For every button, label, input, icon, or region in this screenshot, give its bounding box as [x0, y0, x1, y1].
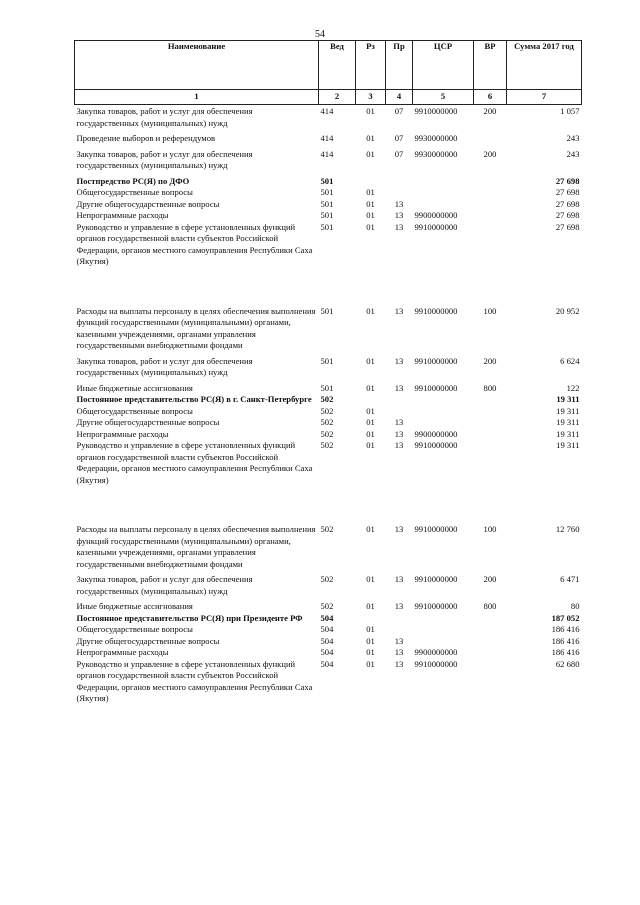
cell-name: Расходы на выплаты персоналу в целях обеспечения выполнения функций государственными (муниципальными) органами, казенными учреждениями, органами управления государственными внебюджетными фондами	[76, 305, 316, 350]
cell-vr	[474, 440, 507, 524]
cell-sum: 27 698	[555, 187, 580, 197]
cell-name: Постпредство РС(Я) по ДФО	[76, 175, 190, 186]
cell-sum: 6 471	[560, 574, 580, 584]
cell-ved: 501	[320, 175, 334, 186]
cell-sum: 12 760	[555, 524, 580, 534]
cell-name: Руководство и управление в сфере установленных функций органов государственной власти субъектов Российской Федерации, органов местного самоуправления Республики Саха (Якутия)	[76, 440, 313, 485]
cell-csr: 9910000000	[414, 524, 458, 534]
cell-rz: 01	[366, 658, 375, 669]
cell-csr	[413, 636, 474, 648]
cell-vr	[474, 647, 507, 659]
cell-ved: 501	[320, 305, 334, 316]
cell-csr: 9900000000	[414, 210, 458, 220]
cell-sum: 6 624	[560, 355, 580, 366]
cell-ved: 502	[320, 417, 334, 427]
table-row	[75, 406, 582, 418]
cell-csr: 9930000000	[414, 148, 458, 159]
cell-pr: 13	[394, 198, 404, 209]
cell-ved: 504	[320, 624, 334, 634]
cell-ved: 502	[320, 440, 334, 450]
table-row	[75, 105, 582, 134]
cell-rz: 01	[366, 428, 375, 439]
cell-sum: 27 698	[555, 198, 580, 209]
cell-sum: 187 052	[551, 612, 580, 623]
cell-rz: 01	[366, 133, 375, 143]
cell-rz	[356, 613, 386, 625]
cell-name: Руководство и управление в сфере установленных функций органов государственной власти субъектов Российской Федерации, органов местного самоуправления Республики Саха (Якутия)	[76, 658, 313, 703]
cell-ved: 501	[320, 210, 334, 220]
cell-sum: 27 698	[555, 175, 580, 186]
cell-rz: 01	[366, 355, 375, 366]
table-body	[75, 105, 582, 705]
cell-name: Закупка товаров, работ и услуг для обеспечения государственных (муниципальных) нужд	[76, 148, 253, 170]
cell-name: Другие общегосударственные вопросы	[76, 198, 220, 209]
col-number: 2	[319, 90, 356, 105]
cell-pr: 13	[394, 647, 404, 657]
cell-ved: 504	[320, 612, 334, 623]
cell-pr	[386, 394, 413, 406]
cell-vr	[474, 222, 507, 306]
table-row	[75, 440, 582, 524]
cell-pr	[386, 406, 413, 418]
cell-pr: 07	[394, 133, 404, 143]
cell-vr	[474, 394, 507, 406]
cell-csr	[413, 394, 474, 406]
table-row	[75, 394, 582, 406]
cell-csr	[413, 624, 474, 636]
cell-ved: 502	[320, 428, 334, 439]
cell-vr: 800	[483, 601, 497, 611]
table-row	[75, 187, 582, 199]
cell-sum: 19 311	[556, 440, 580, 450]
cell-rz: 01	[366, 221, 375, 232]
table-row	[75, 659, 582, 705]
cell-vr	[474, 417, 507, 429]
cell-pr	[386, 624, 413, 636]
cell-sum: 1 057	[560, 106, 580, 116]
cell-ved: 501	[320, 382, 334, 393]
cell-vr	[474, 659, 507, 705]
cell-name: Непрограммные расходы	[76, 428, 169, 439]
cell-csr: 9910000000	[414, 305, 458, 316]
cell-pr	[386, 187, 413, 199]
table-row	[75, 636, 582, 648]
col-number: 6	[474, 90, 507, 105]
cell-name: Иные бюджетные ассигнования	[76, 382, 193, 393]
cell-ved: 502	[320, 405, 334, 416]
cell-name: Закупка товаров, работ и услуг для обеспечения государственных (муниципальных) нужд	[76, 574, 253, 596]
cell-name: Постоянное представительство РС(Я) в г. Санкт-Петербурге	[76, 394, 312, 404]
cell-rz: 01	[366, 647, 375, 657]
cell-rz: 01	[366, 624, 375, 634]
header-name: Наименование	[75, 41, 319, 90]
cell-rz: 01	[366, 417, 375, 427]
cell-csr	[413, 406, 474, 418]
cell-vr: 100	[483, 524, 497, 534]
cell-pr: 13	[394, 440, 404, 450]
cell-csr: 9910000000	[414, 574, 458, 584]
cell-pr: 13	[394, 658, 404, 669]
cell-ved: 504	[320, 658, 334, 669]
cell-ved: 501	[320, 187, 334, 197]
cell-csr: 9910000000	[414, 601, 458, 611]
cell-pr: 13	[394, 382, 404, 393]
col-number: 7	[507, 90, 582, 105]
cell-rz	[356, 394, 386, 406]
cell-name: Непрограммные расходы	[76, 210, 169, 220]
cell-sum: 243	[566, 133, 580, 143]
cell-name: Постоянное представительство РС(Я) при Президенте РФ	[76, 612, 303, 623]
cell-rz	[356, 176, 386, 188]
col-number: 3	[356, 90, 386, 105]
cell-name: Общегосударственные вопросы	[76, 405, 193, 416]
cell-name: Другие общегосударственные вопросы	[76, 635, 220, 646]
cell-sum: 19 311	[556, 405, 580, 416]
cell-pr	[386, 176, 413, 188]
col-number: 4	[386, 90, 413, 105]
table-row	[75, 647, 582, 659]
cell-ved: 504	[320, 647, 334, 657]
table-row	[75, 574, 582, 601]
cell-sum: 186 416	[551, 624, 580, 634]
table-row	[75, 524, 582, 574]
cell-rz: 01	[366, 198, 375, 209]
table-row	[75, 199, 582, 211]
cell-csr: 9930000000	[414, 133, 458, 143]
cell-sum: 27 698	[555, 210, 580, 220]
cell-ved: 501	[320, 355, 334, 366]
cell-pr: 13	[394, 221, 404, 232]
cell-sum: 80	[570, 601, 580, 611]
cell-rz: 01	[366, 106, 375, 116]
cell-ved: 501	[320, 221, 334, 232]
cell-name: Проведение выборов и референдумов	[76, 133, 216, 143]
table-row	[75, 624, 582, 636]
cell-vr: 200	[483, 355, 497, 366]
cell-sum: 19 311	[556, 417, 580, 427]
cell-rz: 01	[366, 382, 375, 393]
cell-pr: 13	[394, 524, 404, 534]
cell-vr	[474, 429, 507, 441]
table-row	[75, 417, 582, 429]
header-vr: ВР	[474, 41, 507, 90]
cell-csr: 9910000000	[414, 658, 458, 669]
cell-name: Расходы на выплаты персоналу в целях обеспечения выполнения функций государственными (муниципальными) органами, казенными учреждениями, органами управления государственными внебюджетными фондами	[76, 524, 316, 569]
table-row	[75, 149, 582, 176]
cell-csr: 9910000000	[414, 355, 458, 366]
cell-rz: 01	[366, 635, 375, 646]
table-row	[75, 133, 582, 149]
col-number: 1	[75, 90, 319, 105]
cell-ved: 414	[320, 133, 334, 143]
table-row	[75, 601, 582, 613]
cell-csr: 9900000000	[414, 647, 458, 657]
cell-csr	[413, 176, 474, 188]
cell-pr: 13	[394, 601, 404, 611]
col-number: 5	[413, 90, 474, 105]
cell-vr: 200	[483, 106, 497, 116]
cell-pr: 13	[394, 428, 404, 439]
cell-csr	[413, 613, 474, 625]
cell-vr	[474, 613, 507, 625]
cell-vr	[474, 210, 507, 222]
cell-sum: 122	[566, 382, 580, 393]
cell-pr: 13	[394, 305, 404, 316]
cell-sum: 62 680	[555, 658, 580, 669]
cell-name: Руководство и управление в сфере установленных функций органов государственной власти субъектов Российской Федерации, органов местного самоуправления Республики Саха (Якутия)	[76, 221, 313, 266]
table-row	[75, 306, 582, 356]
cell-rz: 01	[366, 524, 375, 534]
cell-csr: 9910000000	[414, 221, 458, 232]
cell-sum: 186 416	[551, 647, 580, 657]
cell-name: Общегосударственные вопросы	[76, 624, 193, 634]
cell-sum: 186 416	[551, 635, 580, 646]
cell-rz: 01	[366, 574, 375, 584]
cell-rz: 01	[366, 440, 375, 450]
table-row	[75, 356, 582, 383]
cell-pr	[386, 613, 413, 625]
table-row	[75, 613, 582, 625]
cell-csr	[413, 199, 474, 211]
cell-sum: 27 698	[555, 221, 580, 232]
cell-vr	[474, 187, 507, 199]
table-row	[75, 383, 582, 395]
cell-ved: 504	[320, 635, 334, 646]
cell-vr	[474, 636, 507, 648]
cell-vr	[474, 133, 507, 149]
cell-sum: 19 311	[556, 428, 580, 439]
cell-rz: 01	[366, 187, 375, 197]
table-row	[75, 210, 582, 222]
cell-ved: 414	[320, 148, 334, 159]
table-row	[75, 222, 582, 306]
cell-pr: 07	[394, 148, 404, 159]
cell-name: Непрограммные расходы	[76, 647, 169, 657]
cell-sum: 19 311	[556, 394, 580, 404]
cell-vr	[474, 199, 507, 211]
cell-csr: 9910000000	[414, 106, 458, 116]
header-pr: Пр	[386, 41, 413, 90]
cell-name: Закупка товаров, работ и услуг для обеспечения государственных (муниципальных) нужд	[76, 355, 253, 377]
cell-rz: 01	[366, 305, 375, 316]
budget-table	[74, 40, 582, 705]
cell-pr: 13	[394, 210, 404, 220]
header-ved: Вед	[319, 41, 356, 90]
cell-csr: 9910000000	[414, 382, 458, 393]
cell-rz: 01	[366, 148, 375, 159]
cell-rz: 01	[366, 405, 375, 416]
cell-vr: 200	[483, 148, 497, 159]
cell-csr	[413, 417, 474, 429]
cell-vr: 200	[483, 574, 497, 584]
cell-pr: 13	[394, 355, 404, 366]
cell-pr: 07	[394, 106, 404, 116]
cell-csr: 9900000000	[414, 428, 458, 439]
cell-csr: 9910000000	[414, 440, 458, 450]
cell-ved: 501	[320, 198, 334, 209]
cell-csr	[413, 187, 474, 199]
cell-name: Общегосударственные вопросы	[76, 187, 193, 197]
cell-name: Иные бюджетные ассигнования	[76, 601, 193, 611]
cell-vr	[474, 406, 507, 418]
cell-vr	[474, 176, 507, 188]
cell-pr: 13	[394, 417, 404, 427]
table-row	[75, 429, 582, 441]
header-rz: Рз	[356, 41, 386, 90]
cell-name: Другие общегосударственные вопросы	[76, 417, 220, 427]
cell-pr: 13	[394, 635, 404, 646]
cell-ved: 502	[320, 574, 334, 584]
header-csr: ЦСР	[413, 41, 474, 90]
header-sum: Сумма 2017 год	[507, 41, 582, 90]
cell-rz: 01	[366, 210, 375, 220]
cell-name: Закупка товаров, работ и услуг для обеспечения государственных (муниципальных) нужд	[76, 106, 253, 128]
cell-ved: 414	[320, 106, 334, 116]
table-row	[75, 176, 582, 188]
cell-ved: 502	[320, 524, 334, 534]
cell-ved: 502	[320, 394, 334, 404]
cell-vr: 800	[483, 382, 497, 393]
page-number: 54	[315, 29, 325, 40]
cell-ved: 502	[320, 601, 334, 611]
cell-vr: 100	[483, 305, 497, 316]
cell-vr	[474, 624, 507, 636]
cell-sum: 20 952	[555, 305, 580, 316]
cell-rz: 01	[366, 601, 375, 611]
cell-pr: 13	[394, 574, 404, 584]
cell-sum: 243	[566, 148, 580, 159]
